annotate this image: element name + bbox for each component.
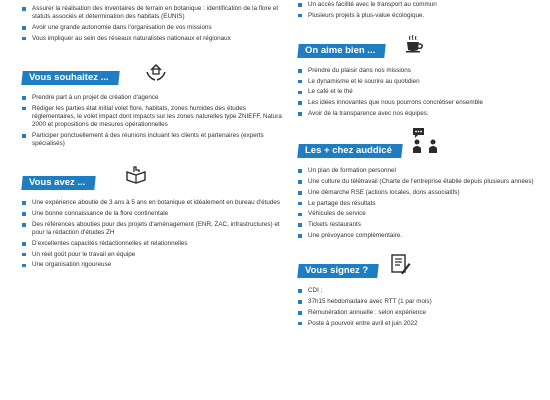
list-item-text: 37h15 hebdomadaire avec RTT (1 par mois): [308, 297, 432, 305]
list-item: [298, 12, 544, 20]
bullet-square-icon: [298, 322, 302, 326]
bullet-square-icon: [298, 234, 302, 238]
bullet-square-icon: [298, 14, 302, 18]
list-item-text: Une bonne connaissance de la flore continentale: [32, 210, 169, 217]
list-item: [298, 287, 544, 295]
bullet-square-icon: [298, 180, 302, 184]
bullet-square-icon: [22, 107, 26, 111]
list-item: [298, 221, 544, 229]
list-item: [298, 189, 544, 197]
bullet-square-icon: [22, 26, 26, 30]
list-item: [298, 298, 544, 306]
list-item: [22, 261, 284, 269]
list-item-text: D'excellentes capacités rédactionnelles et relationnelles: [32, 239, 188, 247]
bullet-square-icon: [298, 289, 302, 293]
bullet-square-icon: [298, 112, 302, 116]
bullet-square-icon: [298, 223, 302, 227]
bullet-square-icon: [298, 101, 302, 105]
section-title-plus: Les + chez auddicé: [297, 144, 402, 158]
list-item: [22, 35, 284, 43]
list-item-text: CDI ;: [308, 287, 323, 295]
list-item-text: Assurer la réalisation des inventaires de terrain en botanique : identification de la flore et statuts associés et détermination des habitats (EUNIS): [32, 4, 279, 20]
bullet-square-icon: [22, 201, 26, 205]
bullet-square-icon: [22, 96, 26, 100]
right-column: [298, 0, 544, 330]
list-item-text: Prendre part à un projet de création d'agence: [32, 93, 159, 101]
bullet-square-icon: [22, 37, 26, 41]
bullet-square-icon: [298, 3, 302, 7]
bullet-square-icon: [22, 212, 26, 216]
list-item: [22, 0, 284, 2]
contract-pen-icon: [388, 252, 412, 276]
list-plus: [298, 167, 544, 240]
list-item-text: Une expérience aboutie de 3 ans à 5 ans en botanique et idéalement en bureau d'études: [32, 199, 281, 207]
bullet-square-icon: [22, 7, 26, 11]
list-item-text: Des références abouties pour des projets d'aménagement (ENR, ZAC, infrastructures) et pour la rédaction d'études ZH: [32, 220, 280, 236]
list-item: [298, 88, 544, 96]
list-item: [22, 132, 284, 148]
list-item: [22, 5, 284, 21]
list-item: [298, 320, 544, 328]
list-item-text: Participer ponctuellement à des réunions incluant les clients et partenaires (experts spécialisés): [32, 131, 264, 147]
bullet-square-icon: [22, 223, 26, 227]
bullet-square-icon: [22, 134, 26, 138]
list-item-text: Un accès facilité avec le transport au commun: [308, 0, 437, 8]
section-title-souhaitez: Vous souhaitez ...: [21, 71, 119, 85]
hands-house-icon: [144, 59, 168, 83]
list-signez: [298, 287, 544, 328]
list-item: [22, 24, 284, 32]
list-item-text: Rédiger les parties état initial volet flore, habitats, zones humides des études réglementaires, le volet impact dont impacts sur les zones naturelles type ZNIEFF, Natura 2000 et propositions de mesures opérationnelles: [32, 104, 282, 128]
list-item-text: Prendre du plaisir dans nos missions: [308, 66, 411, 74]
bullet-square-icon: [298, 69, 302, 73]
list-item: [22, 221, 284, 237]
section-header-souhaitez: [22, 65, 284, 85]
list-item: [298, 210, 544, 218]
book-thumbsup-icon: [124, 164, 148, 188]
list-item-text: Le dynamisme et le sourire au quotidien: [308, 77, 420, 85]
list-item-text: Plusieurs projets à plus-value écologique.: [308, 11, 425, 19]
bullet-square-icon: [298, 91, 302, 95]
list-souhaitez: [22, 94, 284, 148]
bullet-square-icon: [298, 300, 302, 304]
section-header-signez: [298, 258, 544, 278]
list-item-text: Un plan de formation personnel: [308, 167, 396, 175]
list-item: [298, 78, 544, 86]
people-chat-icon: [410, 126, 440, 156]
list-item: [22, 105, 284, 130]
list-item-text: [32, 0, 125, 1]
left-column: [22, 0, 284, 272]
list-item: [22, 199, 284, 207]
list-item: [298, 67, 544, 75]
bullet-square-icon: [22, 264, 26, 268]
bullet-square-icon: [298, 311, 302, 315]
list-item-text: Véhicules de service: [308, 210, 366, 218]
intro-list-left: [22, 0, 284, 43]
bullet-square-icon: [298, 80, 302, 84]
list-item-text: Poste à pourvoir entre avril et juin 2022: [308, 319, 418, 327]
list-item: [298, 200, 544, 208]
list-item-text: Le café et le thé: [308, 88, 353, 96]
list-item: [298, 1, 544, 9]
intro-list-right: [298, 0, 544, 20]
section-title-signez: Vous signez ?: [297, 264, 379, 278]
bullet-square-icon: [298, 213, 302, 217]
list-item-text: Une démarche RSE (actions locales, dons associatifs): [308, 188, 460, 196]
section-title-avez: Vous avez ...: [21, 176, 96, 190]
list-item: [22, 210, 284, 218]
list-item-text: Une organisation rigoureuse: [32, 261, 112, 269]
bullet-square-icon: [22, 253, 26, 257]
list-item-text: Vous impliquer au sein des réseaux naturalistes nationaux et régionaux: [32, 34, 231, 42]
section-header-plus: [298, 138, 544, 158]
list-item-text: Rémunération annuelle : selon expérience: [308, 308, 426, 316]
list-item-text: Tickets restaurants: [308, 221, 361, 229]
list-aime: [298, 67, 544, 118]
list-item: [22, 94, 284, 102]
list-item: [298, 309, 544, 317]
list-item-text: Les idées innovantes que nous pourrons concrétiser ensemble: [308, 99, 484, 107]
list-item-text: Avoir une grande autonomie dans l'organisation de vos missions: [32, 23, 212, 31]
list-item: [298, 232, 544, 240]
list-item: [298, 99, 544, 107]
list-item: [22, 240, 284, 248]
list-item: [298, 167, 544, 175]
list-item-text: Une culture du télétravail (Charte de l'entreprise établie depuis plusieurs années): [308, 177, 534, 185]
bullet-square-icon: [298, 169, 302, 173]
coffee-cup-icon: [402, 32, 426, 56]
list-item: [298, 110, 544, 118]
list-item: [298, 178, 544, 186]
list-item-text: Un réel goût pour le travail en équipe: [32, 250, 136, 258]
list-item: [22, 251, 284, 259]
section-header-aime: [298, 38, 544, 58]
list-item-text: Le partage des résultats: [308, 199, 376, 207]
bullet-square-icon: [22, 242, 26, 246]
list-item-text: Avoir de la transparence avec nos équipes.: [308, 109, 429, 117]
list-item-text: Une prévoyance complémentaire.: [308, 231, 403, 239]
bullet-square-icon: [298, 191, 302, 195]
section-header-avez: [22, 170, 284, 190]
section-title-aime: On aime bien ...: [297, 44, 386, 58]
bullet-square-icon: [298, 202, 302, 206]
list-avez: [22, 199, 284, 269]
